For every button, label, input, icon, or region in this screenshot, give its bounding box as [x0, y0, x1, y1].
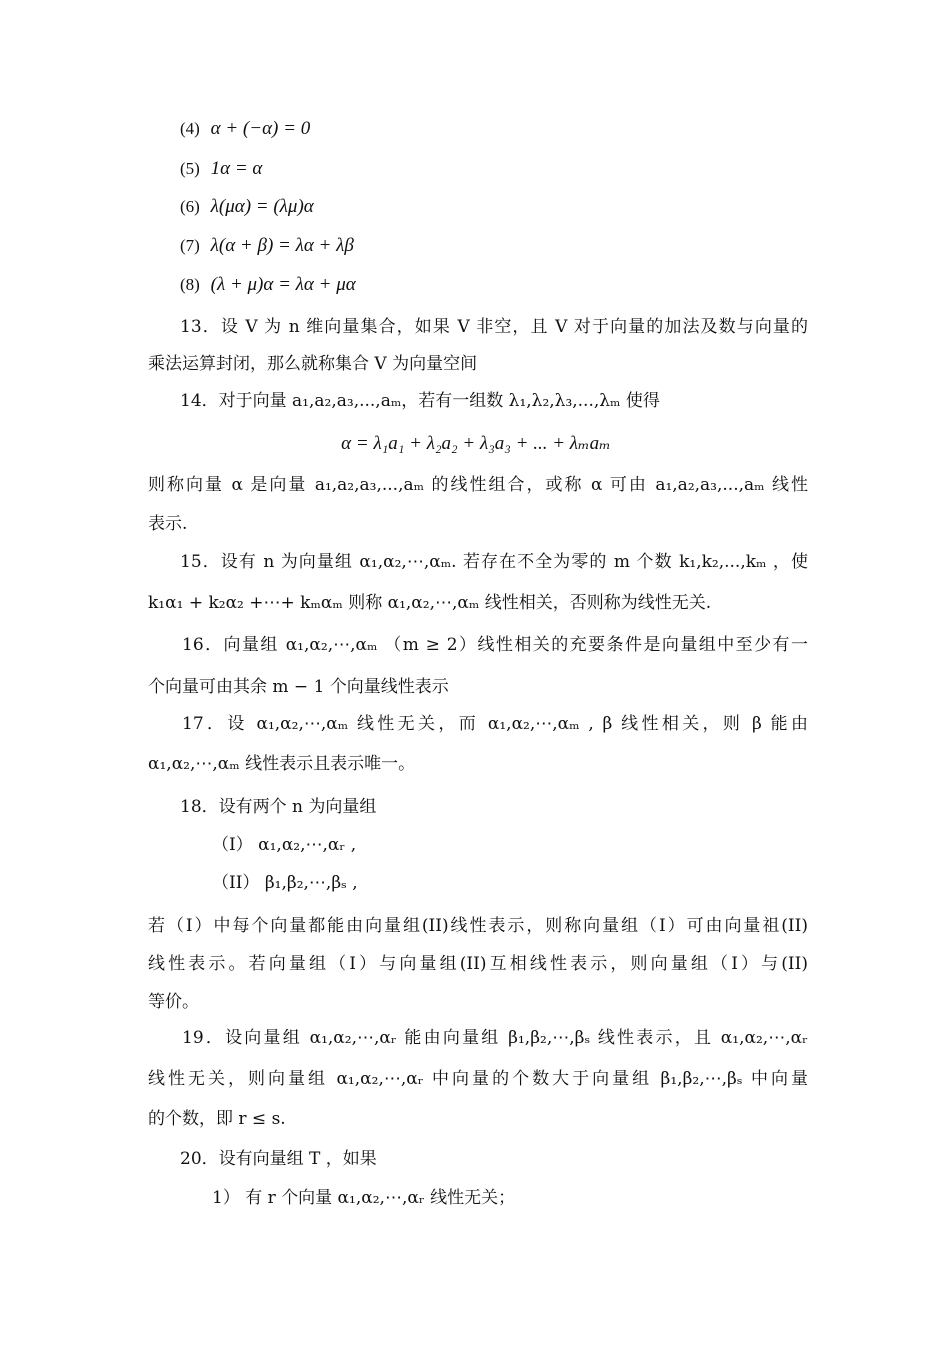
theorem-19-line-3: 的个数，即 r ≤ s. — [148, 1109, 286, 1129]
definition-14-line-3: 表示. — [148, 514, 188, 534]
axiom-number: (8) — [180, 275, 200, 294]
axiom-number: (5) — [180, 159, 200, 178]
definition-20-line-2: 1） 有 r 个向量 α₁,α₂,⋯,αᵣ 线性无关； — [212, 1188, 516, 1208]
vector-group-1: （I） α₁,α₂,⋯,αᵣ , — [212, 835, 357, 855]
axiom-formula: λ(μα) = (λμ)α — [210, 196, 314, 217]
definition-18-line-1: 18．设有两个 n 为向量组 — [180, 797, 377, 817]
axiom-7 — [180, 235, 354, 257]
definition-14-equation: α = λ₁a₁ + λ₂a₂ + λ₃a₃ + ... + λₘaₘ — [341, 433, 611, 454]
definition-14-line-2: 则称向量 α 是向量 a₁,a₂,a₃,...,aₘ 的线性组合，或称 α 可由 a₁,a₂,a₃,...,aₘ 线性 — [148, 475, 808, 495]
theorem-19-line-1: 19．设向量组 α₁,α₂,⋯,αᵣ 能由向量组 β₁,β₂,⋯,βₛ 线性表示，且 α₁,α₂,⋯,αᵣ — [182, 1028, 808, 1048]
axiom-formula: (λ + μ)α = λα + μα — [210, 274, 356, 295]
definition-15-line-2: k₁α₁ + k₂α₂ +⋯+ kₘαₘ 则称 α₁,α₂,⋯,αₘ 线性相关，否则称为线性无关. — [148, 593, 712, 613]
definition-13-line-2: 乘法运算封闭，那么就称集合 V 为向量空间 — [148, 354, 478, 374]
definition-13-line-1: 13．设 V 为 n 维向量集合，如果 V 非空，且 V 对于向量的加法及数与向量的 — [180, 317, 808, 337]
theorem-16-line-1: 16．向量组 α₁,α₂,⋯,αₘ （m ≥ 2）线性相关的充要条件是向量组中至少有一 — [182, 635, 808, 655]
axiom-formula: 1α = α — [210, 158, 263, 179]
theorem-19-line-2: 线性无关，则向量组 α₁,α₂,⋯,αᵣ 中向量的个数大于向量组 β₁,β₂,⋯,βₛ 中向量 — [148, 1069, 808, 1089]
axiom-number: (7) — [180, 236, 200, 255]
axiom-6 — [180, 196, 314, 218]
axiom-number: (4) — [180, 119, 200, 138]
axiom-5 — [180, 158, 262, 180]
definition-18-line-4: 等价。 — [148, 992, 199, 1012]
axiom-8 — [180, 274, 356, 296]
definition-15-line-1: 15．设有 n 为向量组 α₁,α₂,⋯,αₘ. 若存在不全为零的 m 个数 k₁,k₂,...,kₘ ，使 — [180, 552, 808, 572]
axiom-4 — [180, 118, 310, 140]
vector-group-2: （II） β₁,β₂,⋯,βₛ , — [212, 873, 358, 893]
theorem-17-line-1: 17．设 α₁,α₂,⋯,αₘ 线性无关，而 α₁,α₂,⋯,αₘ , β 线性相关，则 β 能由 — [182, 714, 808, 734]
axiom-number: (6) — [180, 197, 200, 216]
axiom-formula: λ(α + β) = λα + λβ — [210, 235, 354, 256]
definition-14-line-1: 14．对于向量 a₁,a₂,a₃,...,aₘ，若有一组数 λ₁,λ₂,λ₃,...,λₘ 使得 — [180, 391, 660, 411]
theorem-16-line-2: 个向量可由其余 m − 1 个向量线性表示 — [148, 677, 449, 697]
definition-18-line-2: 若（I）中每个向量都能由向量组(II)线性表示，则称向量组（I）可由向量祖(II) — [148, 916, 808, 936]
definition-18-line-3: 线性表示。若向量组（I）与向量组(II)互相线性表示，则向量组（I）与(II) — [148, 954, 808, 974]
theorem-17-line-2: α₁,α₂,⋯,αₘ 线性表示且表示唯一。 — [148, 754, 416, 774]
definition-20-line-1: 20．设有向量组 T ，如果 — [180, 1149, 377, 1169]
axiom-formula: α + (−α) = 0 — [210, 118, 311, 139]
